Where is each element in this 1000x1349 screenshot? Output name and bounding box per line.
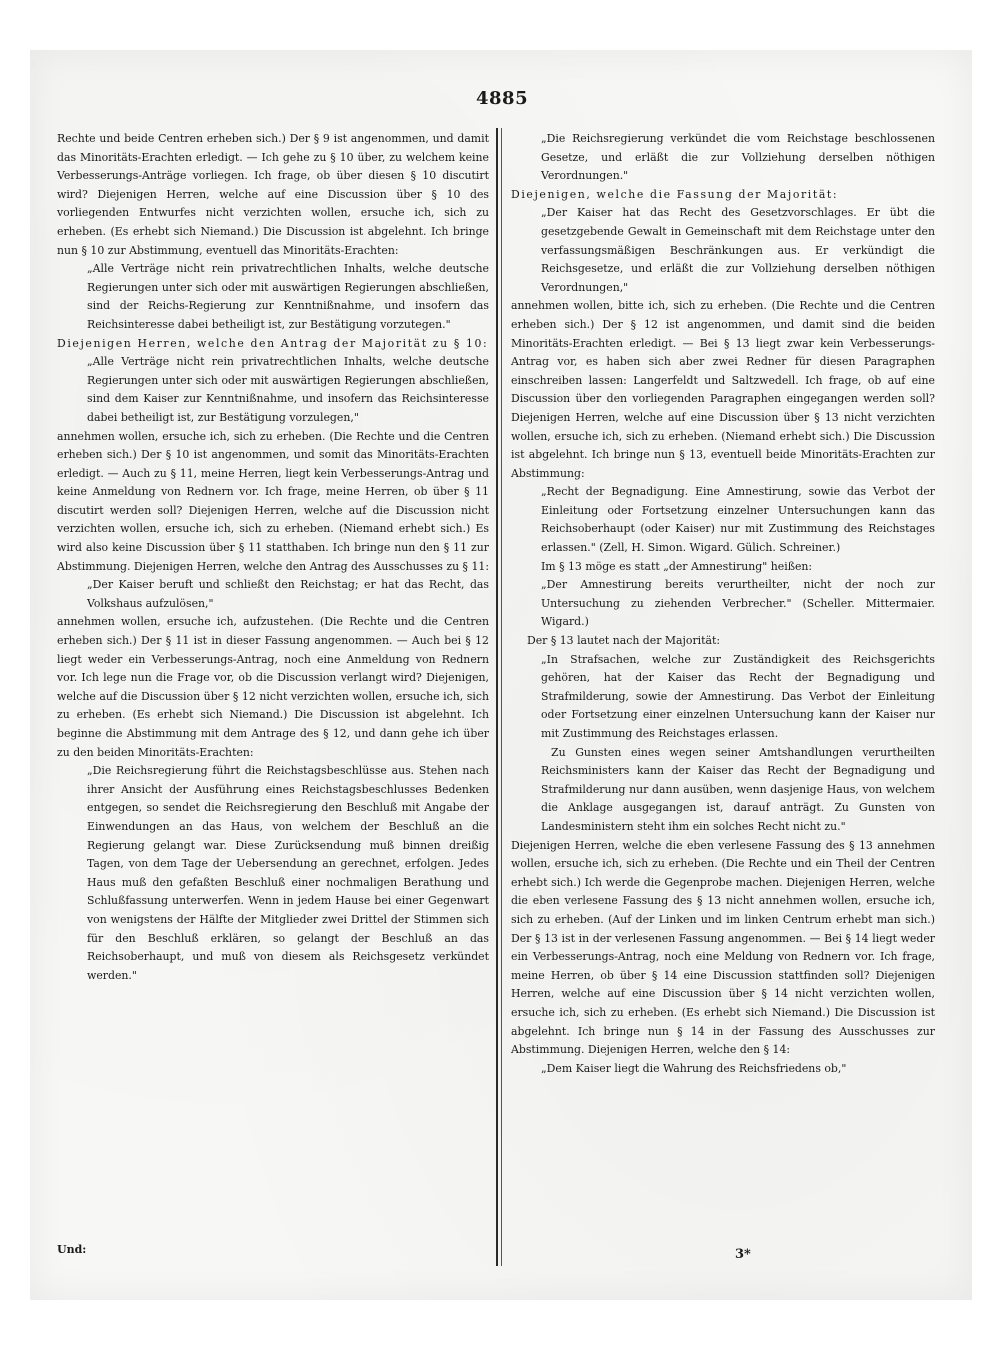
signature-mark: 3* [735, 1247, 751, 1262]
paragraph: annehmen wollen, bitte ich, sich zu erheben. (Die Rechte und die Centren erheben sich.) Der § 12 ist angenommen, und damit sind die beiden Minoritäts-Erachten erledigt. — Bei § 13 liegt zwar kein Verbesserungs-Antrag vor, es haben sich aber zwei Redner für diesen Paragraphen einschreiben lassen: Langerfeldt und Saltzwedell. Ich frage, ob auf eine Discussion über den vorliegenden Paragraphen eingegangen werden soll? Diejenigen Herren, welche auf eine Discussion über § 13 nicht verzichten wollen, ersuche ich, sich zu erheben. (Niemand erhebt sich.) Die Discussion ist abgelehnt. Ich bringe nun § 13, eventuell beide Minoritäts-Erachten zur Abstimmung: [511, 299, 935, 480]
paragraph: „Der Kaiser beruft und schließt den Reichstag; er hat das Recht, das Volkshaus aufzulösen," [87, 578, 489, 610]
paragraph: Diejenigen, welche die Fassung der Majorität: [511, 187, 839, 201]
paragraph: „Die Reichsregierung führt die Reichstagsbeschlüsse aus. Stehen nach ihrer Ansicht der Ausführung eines Reichstagsbeschlusses Bedenken entgegen, so sendet die Reichsregierung den Beschluß mit Angabe der Einwendungen an das Haus, von welchem der Beschluß an die Regierung gelangt war. Diese Zurücksendung muß binnen dreißig Tagen, von dem Tage der Uebersendung an gerechnet, erfolgen. Jedes Haus muß den gefaßten Beschluß einer nochmaligen Berathung und Schlußfassung unterwerfen. Wenn in jedem Hause bei einer Gegenwart von wenigstens der Hälfte der Mitglieder zwei Drittel der Stimmen sich für den Beschluß erklären, so gelangt der Beschluß an das Reichsoberhaupt, und muß von diesem als Reichsgesetz verkündet werden." [87, 764, 489, 982]
paragraph: Diejenigen Herren, welche die eben verlesene Fassung des § 13 annehmen wollen, ersuche ich, sich zu erheben. (Die Rechte und ein Theil der Centren erhebt sich.) Ich werde die Gegenprobe machen. Diejenigen Herren, welche die eben verlesene Fassung des § 13 nicht annehmen wollen, ersuche ich, sich zu erheben. (Auf der Linken und im linken Centrum erhebt man sich.) Der § 13 ist in der verlesenen Fassung angenommen. — Bei § 14 liegt weder ein Verbesserungs-Antrag, noch eine Meldung von Rednern vor. Ich frage, meine Herren, ob über § 14 eine Discussion stattfinden soll? Diejenigen Herren, welche auf eine Discussion über § 14 nicht verzichten wollen, ersuche ich, sich zu erheben. (Es erhebt sich Niemand.) Die Discussion ist abgelehnt. Ich bringe nun § 14 in der Fassung des Ausschusses zur Abstimmung. Diejenigen Herren, welche den § 14: [511, 838, 935, 1057]
column-divider-thin [501, 128, 502, 1266]
page-number: 4885 [476, 88, 529, 109]
paragraph: Im § 13 möge es statt „der Amnestirung" heißen: [541, 559, 813, 573]
paragraph: Rechte und beide Centren erheben sich.) Der § 9 ist angenommen, und damit das Minoritäts-Erachten erledigt. — Ich gehe zu § 10 über, zu welchem keine Verbesserungs-Anträge vorliegen. Ich frage, ob über diesen § 10 discutirt wird? Diejenigen Herren, welche auf eine Discussion über § 10 des vorliegenden Entwurfes nicht verzichten wollen, ersuche ich, sich zu erheben. (Es erhebt sich Niemand.) Die Discussion ist abgelehnt. Ich bringe nun § 10 zur Abstimmung, eventuell das Minoritäts-Erachten: [57, 132, 489, 257]
paragraph: „Dem Kaiser liegt die Wahrung des Reichsfriedens ob," [541, 1061, 847, 1075]
paragraph: annehmen wollen, ersuche ich, sich zu erheben. (Die Rechte und die Centren erheben sich.) Der § 10 ist angenommen, und somit das Minoritäts-Erachten erledigt. — Auch zu § 11, meine Herren, liegt kein Verbesserungs-Antrag und keine Anmeldung von Rednern vor. Ich frage, meine Herren, ob über § 11 discutirt werden soll? Diejenigen Herren, welche auf die Discussion nicht verzichten wollen, ersuche ich, sich zu erheben. (Niemand erhebt sich.) Es wird also keine Discussion über § 11 statthaben. Ich bringe nun den § 11 zur Abstimmung. Diejenigen Herren, welche den Antrag des Ausschusses zu § 11: [57, 429, 489, 573]
right-column [511, 130, 935, 1078]
paragraph: „Recht der Begnadigung. Eine Amnestirung, sowie das Verbot der Einleitung oder Fortsetzung einzelner Untersuchungen kann das Reichsoberhaupt (oder Kaiser) nur mit Zustimmung des Reichstages erlassen." (Zell, H. Simon. Wigard. Gülich. Schreiner.) [541, 485, 935, 555]
paragraph: „Der Kaiser hat das Recht des Gesetzvorschlages. Er übt die gesetzgebende Gewalt in Gemeinschaft mit dem Reichstage unter den verfassungsmäßigen Beschränkungen aus. Er verkündigt die Reichsgesetze, und erläßt die zur Vollziehung derselben nöthigen Verordnungen," [541, 206, 935, 294]
left-column [57, 130, 489, 985]
paragraph: Der § 13 lautet nach der Majorität: [527, 634, 721, 648]
paragraph: „Die Reichsregierung verkündet die vom Reichstage beschlossenen Gesetze, und erläßt die zur Vollziehung derselben nöthigen Verordnungen." [541, 132, 935, 183]
paragraph: annehmen wollen, ersuche ich, aufzustehen. (Die Rechte und die Centren erheben sich.) Der § 11 ist in dieser Fassung angenommen. — Auch bei § 12 liegt weder ein Verbesserungs-Antrag, noch eine Anmeldung von Rednern vor. Ich lege nun die Frage vor, ob die Discussion verlangt wird? Diejenigen, welche auf die Discussion über § 12 nicht verzichten wollen, ersuche ich, sich zu erheben. (Es erhebt sich Niemand.) Die Discussion ist abgelehnt. Ich beginne die Abstimmung mit dem Antrage des § 12, und dann gehe ich über zu den beiden Minoritäts-Erachten: [57, 615, 489, 759]
paragraph: Diejenigen Herren, welche den Antrag der Majorität zu § 10: [57, 336, 489, 350]
paragraph: „Alle Verträge nicht rein privatrechtlichen Inhalts, welche deutsche Regierungen unter sich oder mit auswärtigen Regierungen abschließen, sind der Reichs-Regierung zur Kenntnißnahme, und insofern das Reichsinteresse dabei betheiligt ist, zur Bestätigung vorzutegen." [87, 262, 489, 331]
paragraph: „In Strafsachen, welche zur Zuständigkeit des Reichsgerichts gehören, hat der Kaiser das Recht der Begnadigung und Strafmilderung, sowie der Amnestirung. Das Verbot der Einleitung oder Fortsetzung einer einzelnen Untersuchung kann der Kaiser nur mit Zustimmung des Reichstages erlassen. [541, 652, 935, 740]
paragraph: „Alle Verträge nicht rein privatrechtlichen Inhalts, welche deutsche Regierungen unter sich oder mit auswärtigen Regierungen abschließen, sind dem Kaiser zur Kenntnißnahme, und insofern das Reichsinteresse dabei betheiligt ist, zur Bestätigung vorzulegen," [87, 355, 489, 424]
left-footer-text: Und: [57, 1243, 87, 1256]
paragraph: „Der Amnestirung bereits verurtheilter, nicht der noch zur Untersuchung zu ziehenden Verbrecher." (Scheller. Mittermaier. Wigard.) [541, 578, 935, 629]
paragraph: Zu Gunsten eines wegen seiner Amtshandlungen verurtheilten Reichsministers kann der Kaiser das Recht der Begnadigung und Strafmilderung nur dann ausüben, wenn dasjenige Haus, von welchem die Anklage ausgegangen ist, darauf anträgt. Zu Gunsten von Landesministern steht ihm ein solches Recht nicht zu." [541, 745, 935, 833]
column-divider [496, 128, 498, 1266]
